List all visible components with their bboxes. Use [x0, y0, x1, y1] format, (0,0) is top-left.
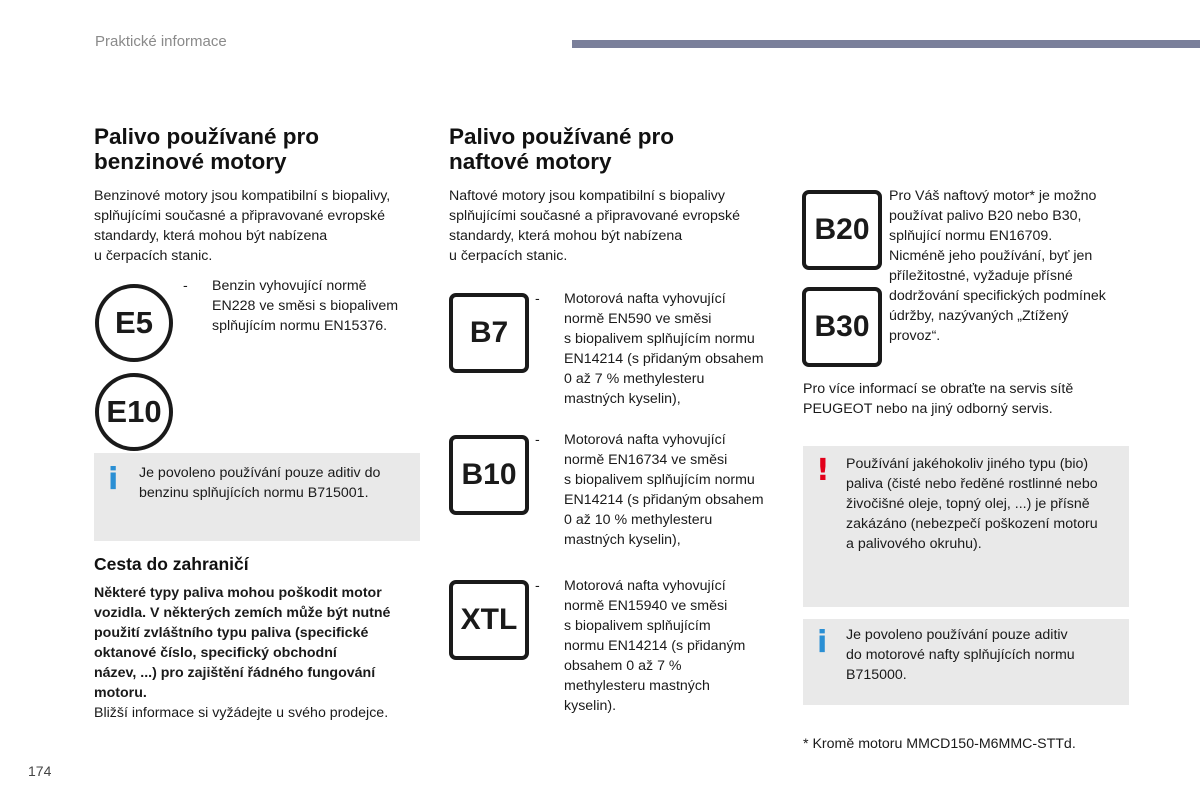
xtl-fuel-item: - Motorová nafta vyhovující normě EN15940 ve směsi s biopalivem splňujícím normu EN14214 (s přidaným obsahem 0 až 7 % methylesteru mastných kyselin). — [535, 578, 746, 714]
b20-b30-text: Pro Váš naftový motor* je možno používat palivo B20 nebo B30, splňující normu EN16709. Nicméně jeho používání, byť jen příležitostné, vyžaduje přísné dodržování specifických podmínek údržby, nazývaných „Ztížený provoz“. — [889, 188, 1106, 344]
b30-fuel-label: B30 — [802, 287, 882, 367]
petrol-intro: Benzinové motory jsou kompatibilní s biopalivy, splňujícími současné a připravované evropské standardy, která mohou být nabízena u čerpacích stanic. — [94, 188, 391, 264]
info-icon: i — [108, 462, 119, 497]
e5-fuel-label: E5 — [95, 284, 173, 362]
warning-box — [803, 446, 1129, 607]
petrol-info-box — [94, 453, 420, 541]
petrol-fuel-item: - Benzin vyhovující normě EN228 ve směsi s biopalivem splňujícím normu EN15376. — [183, 278, 399, 334]
b10-fuel-label: B10 — [449, 435, 529, 515]
info-icon: i — [817, 625, 828, 660]
petrol-heading: Palivo používané pro benzinové motory — [94, 124, 320, 174]
page-number: 174 — [28, 763, 52, 779]
b20-fuel-label: B20 — [802, 190, 882, 270]
diesel-info-box — [803, 619, 1129, 705]
xtl-fuel-label: XTL — [449, 580, 529, 660]
e10-fuel-label: E10 — [95, 373, 173, 451]
travel-abroad-text: Některé typy paliva mohou poškodit motor vozidla. V některých zemích může být nutné použití zvláštního typu paliva (specifické oktanové číslo, specifický obchodní název, ...) pro zajištění řádného fungování motoru. Bližší informace si vyžádejte u svého prodejce. — [94, 585, 391, 721]
running-header-title: Praktické informace — [95, 33, 227, 50]
diesel-intro: Naftové motory jsou kompatibilní s biopalivy splňujícími současné a připravované evropské standardy, která mohou být nabízena u čerpacích stanic. — [449, 188, 740, 264]
diesel-info-text: Je povoleno používání pouze aditiv do motorové nafty splňujících normu B715000. — [846, 627, 1075, 683]
b10-fuel-item: - Motorová nafta vyhovující normě EN16734 ve směsi s biopalivem splňujícím normu EN14214 (s přidaným obsahem 0 až 10 % methylesteru mastných kyselin), — [535, 432, 764, 548]
warning-icon: ! — [816, 453, 830, 488]
warning-text: Používání jakéhokoliv jiného typu (bio) paliva (čisté nebo ředěné rostlinné nebo živočišné oleje, topný olej, ...) je přísně zakázáno (nebezpečí poškození motoru a palivového okruhu). — [846, 456, 1098, 552]
petrol-info-text: Je povoleno používání pouze aditiv do benzinu splňujících normu B715001. — [139, 465, 381, 501]
header-accent-bar — [572, 40, 1200, 48]
engine-footnote: * Kromě motoru MMCD150-M6MMC-STTd. — [803, 736, 1076, 752]
service-text: Pro více informací se obraťte na servis sítě PEUGEOT nebo na jiný odborný servis. — [803, 381, 1074, 417]
travel-abroad-heading: Cesta do zahraničí — [94, 554, 249, 574]
diesel-heading: Palivo používané pro naftové motory — [449, 124, 675, 174]
b7-fuel-item: - Motorová nafta vyhovující normě EN590 ve směsi s biopalivem splňujícím normu EN14214 (s přidaným obsahem 0 až 7 % methylesteru mastných kyselin), — [535, 291, 764, 407]
b7-fuel-label: B7 — [449, 293, 529, 373]
